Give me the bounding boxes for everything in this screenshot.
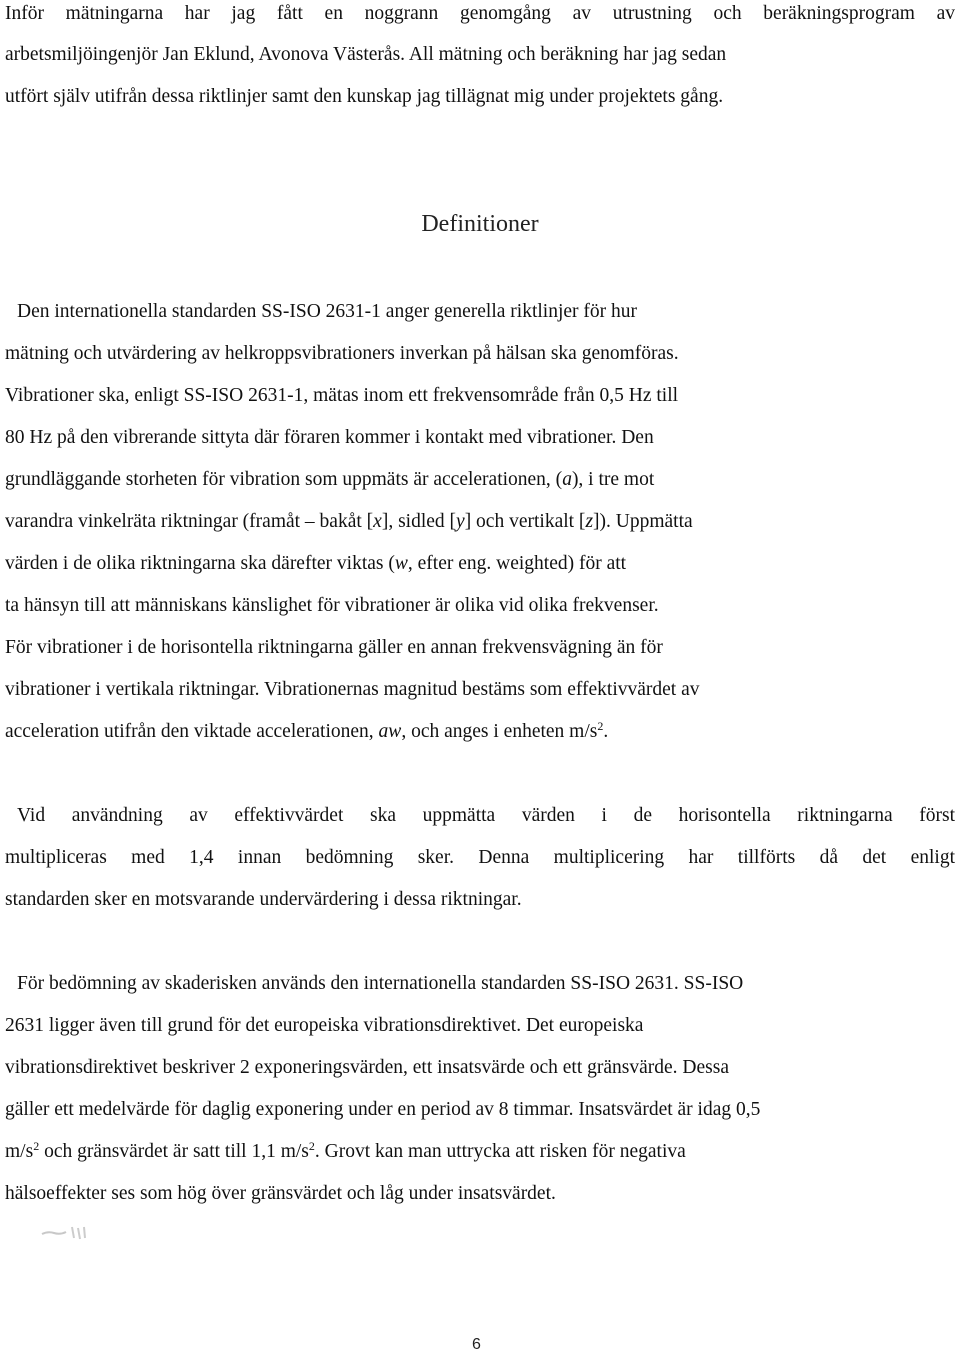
weighting-symbol: w [394,553,408,574]
definitions-line-6-part: varandra vinkelräta riktningar (framåt – bakåt [ [5,511,374,532]
section-heading: Definitioner [421,211,539,237]
definitions-line-9: För vibrationer i de horisontella riktningarna gäller en annan frekvensvägning än för [5,637,663,658]
assessment-line-5-part: . Grovt kan man uttrycka att risken för negativa [314,1141,686,1162]
effective-line-2: multipliceras med 1,4 innan bedömning sker. Denna multiplicering har tillförts då det enligt [5,847,955,868]
definitions-line-5 [5,468,654,492]
assessment-line-5-part: och gränsvärdet är satt till 1,1 m/s [39,1141,309,1162]
unit-exponent: 2 [308,1139,315,1153]
assessment-line-1: För bedömning av skaderisken används den internationella standarden SS-ISO 2631. SS-ISO [17,973,744,994]
definitions-line-5-part: ), i tre mot [571,469,655,490]
definitions-line-4: 80 Hz på den vibrerande sittyta där föraren kommer i kontakt med vibrationer. Den [5,427,654,448]
unit-exponent: 2 [33,1139,40,1153]
definitions-line-10: vibrationer i vertikala riktningar. Vibrationernas magnitud bestäms som effektivvärdet av [5,679,700,700]
definitions-line-3: Vibrationer ska, enligt SS-ISO 2631-1, mätas inom ett frekvensområde från 0,5 Hz till [5,385,679,406]
definitions-line-6-part: ], sidled [ [381,511,457,532]
assessment-line-5 [5,1140,686,1164]
effective-line-3: standarden sker en motsvarande undervärdering i dessa riktningar. [5,889,522,910]
weighted-acceleration-symbol: aw [378,721,402,742]
x-axis-symbol: x [373,511,382,532]
acceleration-symbol: a [562,469,572,490]
y-axis-symbol: y [456,511,465,532]
definitions-line-6-part: ]). Uppmätta [593,511,693,532]
assessment-line-5-part: m/s [5,1141,34,1162]
intro-line-3: utfört själv utifrån dessa riktlinjer samt den kunskap jag tillägnat mig under projektets gång. [5,86,724,107]
assessment-line-6: hälsoeffekter ses som hög över gränsvärdet och låg under insatsvärdet. [5,1183,556,1204]
definitions-line-8: ta hänsyn till att människans känslighet för vibrationer är olika vid olika frekvenser. [5,595,659,616]
intro-line-1: Inför mätningarna har jag fått en noggrann genomgång av utrustning och beräkningsprogram av [5,3,955,24]
definitions-line-7-part: värden i de olika riktningarna ska därefter viktas ( [5,553,395,574]
definitions-line-1: Den internationella standarden SS-ISO 2631-1 anger generella riktlinjer för hur [17,301,638,322]
page-number: 6 [472,1336,481,1353]
assessment-line-3: vibrationsdirektivet beskriver 2 exponeringsvärden, ett insatsvärde och ett gränsvärde. Dessa [5,1057,729,1078]
definitions-line-6 [5,510,693,534]
definitions-line-5-part: grundläggande storheten för vibration som uppmäts är accelerationen, ( [5,469,563,490]
definitions-line-2: mätning och utvärdering av helkroppsvibrationers inverkan på hälsan ska genomföras. [5,343,679,364]
unit-exponent: 2 [597,719,604,733]
effective-line-1: Vid användning av effektivvärdet ska uppmätta värden i de horisontella riktningarna först [17,805,955,826]
definitions-line-6-part: ] och vertikalt [ [464,511,586,532]
assessment-line-2: 2631 ligger även till grund för det europeiska vibrationsdirektivet. Det europeiska [5,1015,644,1036]
definitions-line-11 [5,720,608,744]
intro-line-2: arbetsmiljöingenjör Jan Eklund, Avonova Västerås. All mätning och beräkning har jag sedan [5,44,727,65]
definitions-line-11-part: . [603,721,609,742]
z-axis-symbol: z [585,511,594,532]
definitions-line-11-part: , och anges i enheten m/s [401,721,598,742]
definitions-line-7 [5,552,626,576]
definitions-line-7-part: , efter eng. weighted) för att [407,553,627,574]
definitions-line-11-part: acceleration utifrån den viktade accelerationen, [5,721,379,742]
assessment-line-4: gäller ett medelvärde för daglig exponering under en period av 8 timmar. Insatsvärdet är idag 0,5 [5,1099,761,1120]
scan-artifact-mark [40,1223,90,1241]
